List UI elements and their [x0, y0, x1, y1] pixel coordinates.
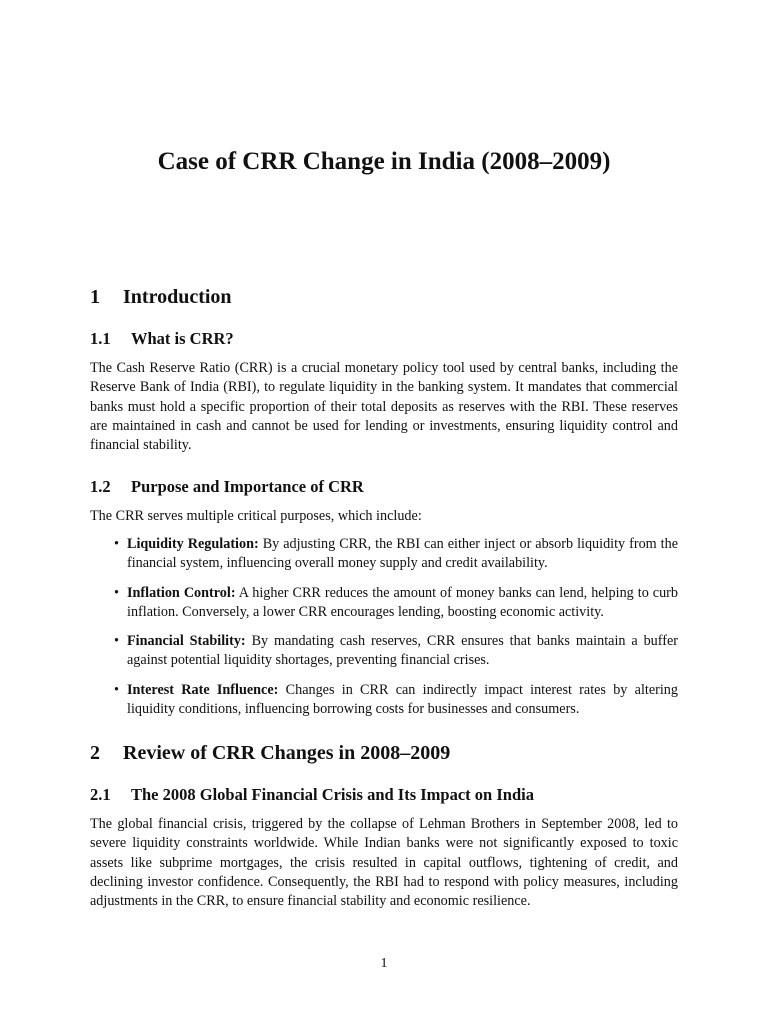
bullet-text: Changes in CRR can indirectly impact interest rates by altering liquidity conditions, influencing borrowing costs for businesses and consumers. [127, 681, 678, 717]
subsection-number: 1.2 [90, 477, 111, 496]
page-number: 1 [380, 956, 388, 971]
list-item [90, 535, 678, 573]
subsection-heading-what-is-crr [90, 328, 678, 350]
purpose-bullet-list [90, 535, 678, 729]
subsection-title: Purpose and Importance of CRR [131, 477, 364, 496]
bullet-text: A higher CRR reduces the amount of money banks can lend, helping to curb inflation. Conversely, a lower CRR encourages lending, boosting economic activity. [127, 584, 679, 620]
subsection-heading-purpose [90, 476, 678, 498]
paragraph-what-is-crr: The Cash Reserve Ratio (CRR) is a crucial monetary policy tool used by central banks, including the Reserve Bank of India (RBI), to regulate liquidity in the banking system. It mandates that commercial banks must hold a specific proportion of their total deposits as reserves with the RBI. These reserves are maintained in cash and cannot be used for lending or investments, ensuring liquidity control and financial stability. [90, 360, 678, 454]
subsection-number: 1.1 [90, 329, 111, 348]
subsection-heading-global-crisis [90, 784, 678, 806]
list-item [90, 632, 678, 670]
section-heading-review [90, 740, 678, 766]
subsection-title: What is CRR? [131, 329, 234, 348]
section-number: 2 [90, 742, 100, 764]
bullet-marker: • [114, 633, 119, 649]
bullet-marker: • [114, 584, 119, 601]
bullet-term: Financial Stability: [127, 633, 246, 649]
section-title: Review of CRR Changes in 2008–2009 [123, 742, 451, 764]
section-number: 1 [90, 286, 100, 308]
list-item [90, 681, 678, 719]
list-item [90, 584, 678, 622]
bullet-text: By adjusting CRR, the RBI can either inject or absorb liquidity from the financial system, influencing overall money supply and credit availability. [127, 536, 679, 571]
document-page [90, 0, 678, 1024]
bullet-term: Interest Rate Influence: [127, 681, 279, 698]
section-heading-introduction [90, 284, 678, 310]
bullet-text: By mandating cash reserves, CRR ensures that banks maintain a buffer against potential liquidity shortages, preventing financial crises. [127, 633, 678, 668]
paragraph-purpose-intro: The CRR serves multiple critical purposes, which include: [90, 508, 422, 524]
bullet-marker: • [114, 681, 119, 698]
bullet-term: Inflation Control: [127, 584, 236, 601]
document-title: Case of CRR Change in India (2008–2009) [157, 148, 611, 175]
subsection-number: 2.1 [90, 785, 111, 804]
paragraph-global-crisis: The global financial crisis, triggered by the collapse of Lehman Brothers in September 2008, led to severe liquidity constraints worldwide. While Indian banks were not significantly exposed to toxic assets like subprime mortgages, the crisis resulted in capital outflows, tightening of credit, and declining investor confidence. Consequently, the RBI had to respond with policy measures, including adjustments in the CRR, to ensure financial stability and economic resilience. [90, 816, 678, 910]
subsection-title: The 2008 Global Financial Crisis and Its Impact on India [131, 785, 534, 804]
section-title: Introduction [123, 286, 232, 308]
bullet-term: Liquidity Regulation: [127, 536, 259, 552]
bullet-marker: • [114, 536, 119, 552]
